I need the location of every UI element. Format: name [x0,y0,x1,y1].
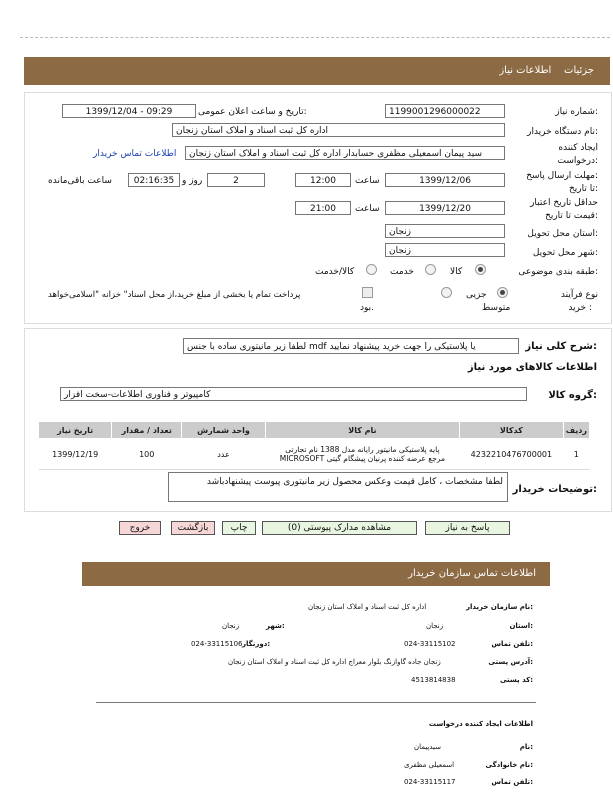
creator-info-title: اطلاعات ایجاد کننده درخواست [428,720,533,728]
send-date-field: 1399/12/06 [385,173,505,187]
need-description-field: لطفا زیر مانیتوری ساده با جنس mdf یا پلاستیکی را جهت خرید پیشنهاد نمایید [183,338,519,354]
col-goods-code: کدکالا [460,422,564,439]
buyer-notes-label: توضیحات خریدار: [512,484,597,495]
category-service-radio[interactable] [425,264,436,275]
contact-postal-value: 4513814838 [411,676,456,684]
send-deadline-label-1: مهلت ارسال پاسخ: [526,171,598,181]
creator-phone-value: 024-33115117 [404,778,456,786]
header-tabs [499,65,594,76]
col-quantity: تعداد / مقدار [112,422,182,439]
col-row: ردیف [563,422,589,439]
cell-need-date: 1399/12/19 [39,439,112,470]
announce-field: 1399/12/04 - 09:29 [62,104,196,118]
contact-phone-value: 024-33115102 [404,640,456,648]
creator-family-value: اسمعیلی مظفری [404,761,455,769]
category-goods-radio[interactable] [475,264,486,275]
cell-goods-name [265,439,459,470]
cell-unit: عدد [182,439,266,470]
col-goods-name: نام کالا [265,422,459,439]
province-field: زنجان [385,224,505,238]
tab-details[interactable]: جزئیات [564,65,594,76]
creator-name-value: سیدپیمان [414,743,442,751]
contact-postal-label: کد پستی: [499,676,533,684]
reply-button[interactable]: پاسخ به نیاز [425,521,510,535]
goods-group-label: گروه کالا: [548,390,597,401]
contact-divider [96,702,536,703]
cell-goods-code: 4232210476700001 [460,439,564,470]
goods-table-header [39,422,590,439]
treasury-payment-note-2: بود. [360,303,375,313]
creator-label-2: درخواست: [557,156,598,166]
process-label-1: نوع فرآیند [560,290,598,300]
contact-org-value: اداره کل ثبت اسناد و املاک استان زنجان [308,603,427,611]
col-unit: واحد شمارش [182,422,266,439]
creator-field: سید پیمان اسمعیلی مظفری حسابدار اداره کل ثبت اسناد و املاک استان زنجان [185,146,505,160]
send-time-label: ساعت [355,176,380,186]
creator-name-label: نام: [519,743,533,751]
contact-province-label: استان: [509,622,533,630]
process-medium-radio[interactable] [441,287,452,298]
goods-name-line-2: MICROSOFT مرجع عرضه کننده پرنیان پیشگام گیتی [279,454,446,463]
page-header-bar [24,57,610,85]
contact-address-label: آدرس پستی: [488,658,533,666]
goods-name-line-1: پایه پلاستیکی مانیتور رایانه مدل 1388 نام تجارتی [285,445,440,454]
buyer-contact-link[interactable]: اطلاعات تماس خریدار [93,149,177,159]
need-number-label: شماره نیاز: [555,107,598,117]
contact-phone-label: تلفن تماس: [491,640,533,648]
price-date-field: 1399/12/20 [385,201,505,215]
process-label-2: خرید : [568,303,592,313]
creator-phone-label: تلفن تماس: [491,778,533,786]
price-validity-label-2: قیمت تا تاریخ: [545,211,598,221]
buyer-org-label: نام دستگاه خریدار: [527,127,598,137]
days-label: روز و [182,176,203,186]
treasury-payment-note-1: پرداخت تمام یا بخشی از مبلغ خرید،از محل اسناد" خزانه "اسلامی‌خواهد [48,290,301,300]
send-deadline-label-2: تا تاریخ: [568,184,598,194]
contact-header-bar [82,562,550,586]
contact-city-label: شهر: [266,622,285,630]
process-partial-radio[interactable] [497,287,508,298]
process-partial-label: جزیی [466,290,487,300]
remaining-time-field: 02:16:35 [128,173,180,187]
contact-title: اطلاعات تماس سازمان خریدار [408,568,536,579]
contact-province-value: زنجان [426,622,444,630]
cell-quantity: 100 [112,439,182,470]
need-number-field: 1199001296000022 [385,104,505,118]
buyer-org-field: اداره کل ثبت اسناد و املاک استان زنجان [172,123,505,137]
remaining-time-label: ساعت باقی‌مانده [48,176,112,186]
view-attachments-button[interactable]: مشاهده مدارک پیوستی (0) [262,521,417,535]
contact-fax-label: دورنگار: [242,640,271,648]
city-label: شهر محل تحویل: [532,248,598,258]
category-goods-service-label: کالا/خدمت [315,267,355,277]
print-button[interactable]: چاپ [222,521,256,535]
contact-address-value: زنجان جاده گاوازنگ بلوار معراج اداره کل ثبت اسناد و املاک استان زنجان [228,658,441,666]
goods-table [38,421,590,470]
tab-need-info[interactable]: اطلاعات نیاز [499,65,552,76]
cell-row: 1 [563,439,589,470]
price-validity-label-1: حداقل تاریخ اعتبار [530,198,598,208]
price-time-field: 21:00 [295,201,351,215]
goods-info-title: اطلاعات کالاهای مورد نیاز [467,362,597,373]
price-time-label: ساعت [355,204,380,214]
days-field: 2 [207,173,265,187]
process-medium-label: متوسط [482,303,511,313]
col-need-date: تاریخ نیاز [39,422,112,439]
creator-label-1: ایجاد کننده [558,143,598,153]
contact-city-value: زنجان [222,622,240,630]
back-button[interactable]: بازگشت [171,521,215,535]
category-label: طبقه بندی موضوعی: [518,267,598,277]
buyer-notes-box: لطفا مشخصات ، کامل قیمت وعکس محصول زیر مانیتوری پیوست پیشنهادباشد [168,472,508,502]
creator-family-label: نام خانوادگی: [485,761,533,769]
contact-org-label: نام سازمان خریدار: [465,603,533,611]
send-time-field: 12:00 [295,173,351,187]
category-goods-label: کالا [450,267,463,277]
contact-fax-value: 024-33115106 [191,640,243,648]
announce-label: تاریخ و ساعت اعلان عمومی: [198,107,307,117]
treasury-payment-checkbox[interactable] [362,287,373,298]
category-goods-service-radio[interactable] [366,264,377,275]
category-service-label: خدمت [390,267,414,277]
city-field: زنجان [385,243,505,257]
need-description-label: شرح کلی نیاز: [525,341,597,352]
province-label: استان محل تحویل: [527,229,598,239]
top-divider [20,37,610,38]
goods-group-field: کامپیوتر و فناوری اطلاعات-سخت افزار [60,387,527,401]
table-row [39,439,590,470]
exit-button[interactable]: خروج [119,521,161,535]
